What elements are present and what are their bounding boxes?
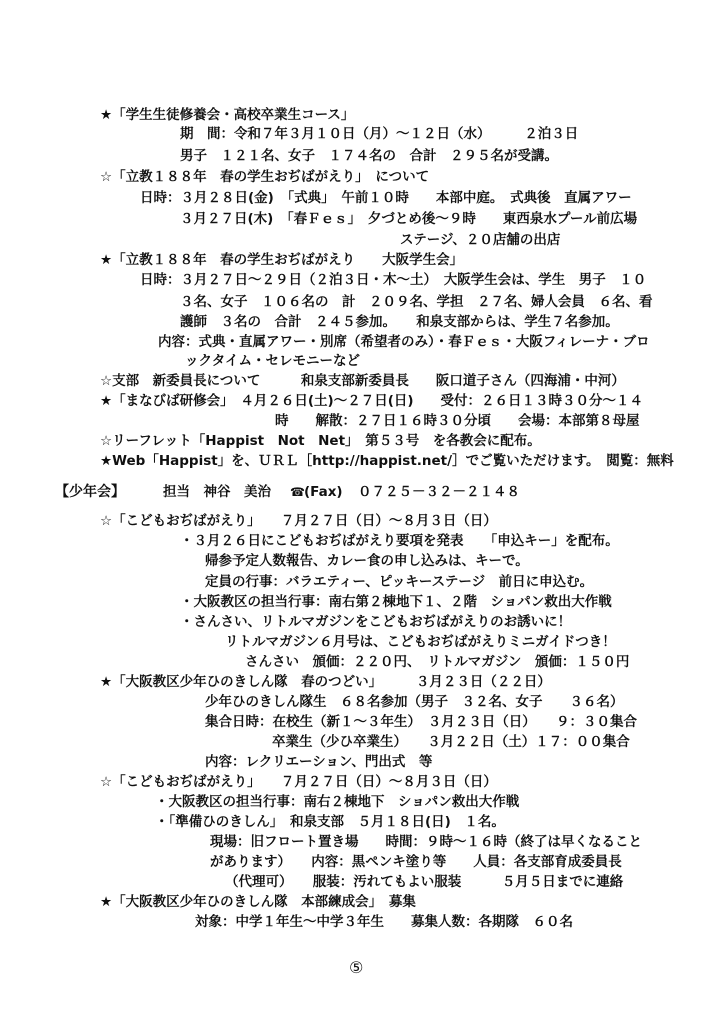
leaflet-notice: ☆リーフレット「Happist Not Net」 第５３号 を各教会に配布。 xyxy=(100,433,541,449)
osaka-student-group-line: 護師 ３名の 合計 ２４５参加。 和泉支部からは、学生７名参加。 xyxy=(180,314,619,330)
student-training-heading: ★「学生生徒修養会・高校卒業生コース」 xyxy=(100,107,355,123)
list-item: リトルマガジン６月号は、こどもおぢばがえりミニガイドつき！ xyxy=(225,634,616,650)
spring-gathering-content: 内容：レクリエーション、門出式 等 xyxy=(205,754,433,770)
kodomo-pilgrimage-heading: ☆「こどもおぢばがえり」 ７月２７日（日）～８月３日（日） xyxy=(100,774,497,790)
student-training-period: 期 間：令和７年３月１０日（月）～１２日（水） ２泊３日 xyxy=(180,126,579,142)
youth-section-title: 【少年会】 xyxy=(55,484,125,500)
youth-section-person: 担当 神谷 美治 xyxy=(163,484,271,500)
list-item: ・さんさい、リトルマガジンをこどもおぢばがえりのお誘いに！ xyxy=(180,614,572,630)
list-item: 定員の行事：バラエティー、ピッキーステージ 前日に申込む。 xyxy=(205,574,594,590)
osaka-student-group-heading: ★「立教１８８年 春の学生おぢばがえり 大阪学生会」 xyxy=(100,252,464,268)
list-item: 現場：旧フロート置き場 時間：９時～１６時（終了は早くなること xyxy=(210,834,642,850)
spring-gathering-assembly: 卒業生（少ひ卒業生） ３月２２日（土）１７：００集合 xyxy=(272,734,630,750)
spring-pilgrimage-ceremony: 日時：３月２８日(金) 「式典」 午前１０時 本部中庭。 式典後 直属アワー xyxy=(140,190,632,206)
spring-gathering-participants: 少年ひのきしん隊生 ６８名参加（男子 ３２名、女子 ３６名） xyxy=(205,694,624,710)
osaka-student-group-line: ３名、女子 １０６名の 計 ２０９名、学担 ２７名、婦人会員 ６名、看 xyxy=(180,294,653,310)
phone-icon xyxy=(290,483,305,501)
osaka-student-group-content: 内容：式典・直属アワー・別席（希望者のみ）・春Ｆｅｓ・大阪フィレーナ・ブロ xyxy=(158,334,650,350)
student-training-attendance: 男子 １２１名、女子 １７４名の 合計 ２９５名が受講。 xyxy=(180,148,558,164)
spring-pilgrimage-fes-detail: ステージ、２０店舗の出店 xyxy=(400,232,561,248)
manabiba-seminar-line: 時 解散：２７日１６時３０分頃 会場：本部第８母屋 xyxy=(275,413,640,429)
osaka-student-group-content: ックタイム・セレモニーなど xyxy=(185,353,360,369)
osaka-student-group-line: 日時：３月２７日～２９日（２泊３日・木～土） 大阪学生会は、学生 男子 １０ xyxy=(140,272,647,288)
spring-gathering-heading: ★「大阪教区少年ひのきしん隊 春のつどい」 ３月２３日（２２日） xyxy=(100,674,551,690)
fax-label: (Fax) xyxy=(304,484,343,500)
list-item: があります） 内容：黒ペンキ塗り等 人員：各支部育成委員長 xyxy=(210,854,622,870)
phone-number: ０７２５－３２－２１４８ xyxy=(358,484,520,500)
web-notice: ★Web「Happist」を、ＵＲＬ［http://happist.net/］でご覧いただけます。 閲覧：無料 xyxy=(100,453,674,469)
list-item: さんさい 頒価：２２０円、 リトルマガジン 頒価：１５０円 xyxy=(245,654,630,670)
kodomo-pilgrimage-heading: ☆「こどもおぢばがえり」 ７月２７日（日）～８月３日（日） xyxy=(100,513,497,529)
new-chairman-notice: ☆支部 新委員長について 和泉支部新委員長 阪口道子さん（四海浦・中河） xyxy=(100,373,625,389)
training-camp-heading: ★「大阪教区少年ひのきしん隊 本部練成会」 募集 xyxy=(100,894,416,910)
list-item: （代理可） 服装：汚れてもよい服装 ５月５日までに連絡 xyxy=(225,874,624,890)
training-camp-target: 対象：中学１年生～中学３年生 募集人数：各期隊 ６０名 xyxy=(195,914,573,930)
list-item: ・３月２６日にこどもおぢばがえり要項を発表 「申込キー」を配布。 xyxy=(180,533,619,549)
manabiba-seminar-line: ★「まなびば研修会」 ４月２６日(土)～２７日(日) 受付：２６日１３時３０分～１４ xyxy=(100,393,644,409)
spring-pilgrimage-fes: ３月２７日(木) 「春Ｆｅｓ」 夕づとめ後～９時 東西泉水プール前広場 xyxy=(180,211,638,227)
page-number: ⑤ xyxy=(349,958,364,977)
spring-gathering-assembly: 集合日時：在校生（新１～３年生） ３月２３日（日） ９：３０集合 xyxy=(205,714,637,730)
list-item: ・大阪教区の担当行事：南右第２棟地下１、２階 ショパン救出大作戦 xyxy=(180,594,612,610)
list-item: ・「準備ひのきしん」 和泉支部 ５月１８日(日) １名。 xyxy=(155,814,505,830)
list-item: ・大阪教区の担当行事：南右２棟地下 ショパン救出大作戦 xyxy=(155,794,520,810)
list-item: 帰参予定人数報告、カレー食の申し込みは、キーで。 xyxy=(205,553,529,569)
spring-pilgrimage-heading: ☆「立教１８８年 春の学生おぢばがえり」 について xyxy=(100,169,430,185)
